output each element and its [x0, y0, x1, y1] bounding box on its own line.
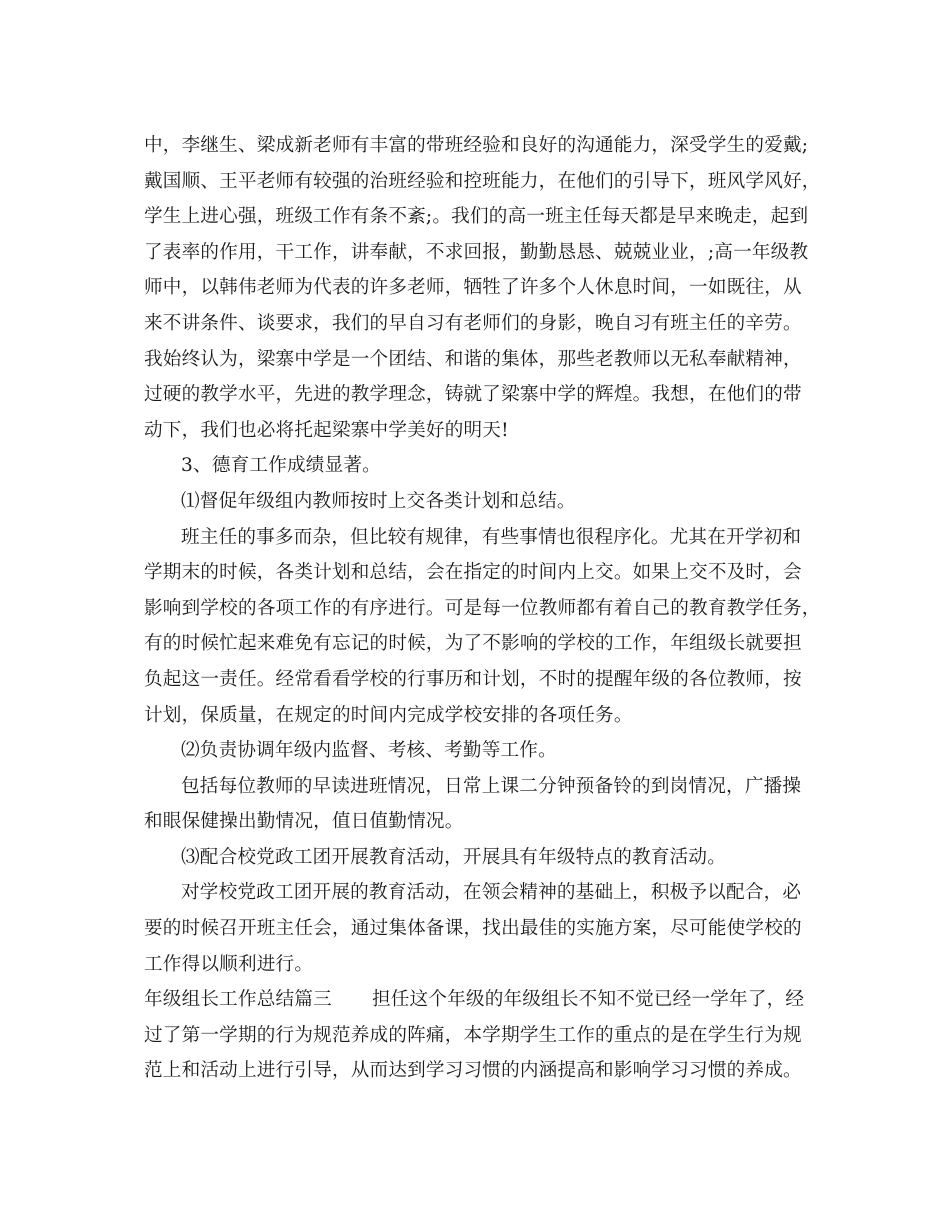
body-line: 我始终认为，梁寨中学是一个团结、和谐的集体，那些老教师以无私奉献精神， — [144, 348, 802, 370]
section-intro: 担任这个年级的年级组长不知不觉已经一学年了，经 — [371, 989, 805, 1011]
body-line: 计划，保质量，在规定的时间内完成学校安排的各项任务。 — [144, 704, 633, 726]
subheading-1: ⑴督促年级组内教师按时上交各类计划和总结。 — [181, 490, 576, 512]
body-line: 包括每位教师的早读进班情况，日常上课二分钟预备铃的到岗情况，广播操 — [181, 775, 802, 797]
body-line: 工作得以顺利进行。 — [144, 953, 314, 975]
body-line: 对学校党政工团开展的教育活动，在领会精神的基础上，积极予以配合，必 — [181, 882, 802, 904]
section-heading-moral-education: 3、德育工作成绩显著。 — [181, 455, 381, 477]
body-line: 师中，以韩伟老师为代表的许多老师，牺牲了许多个人休息时间，一如既往，从 — [144, 277, 802, 299]
body-line: 了表率的作用，干工作，讲奉献，不求回报，勤勤恳恳、兢兢业业，;高一年级教 — [144, 241, 809, 263]
body-line: 戴国顺、王平老师有较强的治班经验和控班能力，在他们的引导下，班风学风好， — [144, 170, 821, 192]
body-line: 影响到学校的各项工作的有序进行。可是每一位教师都有着自己的教育教学任务， — [144, 597, 821, 619]
body-line: 动下，我们也必将托起梁寨中学美好的明天! — [144, 419, 509, 441]
body-line: 班主任的事多而杂，但比较有规律，有些事情也很程序化。尤其在开学初和 — [181, 526, 802, 548]
body-line: 过硬的教学水平，先进的教学理念，铸就了梁寨中学的辉煌。我想，在他们的带 — [144, 384, 802, 406]
body-line: 过了第一学期的行为规范养成的阵痛，本学期学生工作的重点的是在学生行为规 — [144, 1024, 802, 1046]
body-line: 范上和活动上进行引导，从而达到学习习惯的内涵提高和影响学习习惯的养成。 — [144, 1060, 802, 1082]
section-title: 年级组长工作总结篇三 — [144, 989, 332, 1011]
subheading-2: ⑵负责协调年级内监督、考核、考勤等工作。 — [181, 740, 557, 762]
body-line: 要的时候召开班主任会，通过集体备课，找出最佳的实施方案，尽可能使学校的 — [144, 918, 802, 940]
body-line: 和眼保健操出勤情况，值日值勤情况。 — [144, 811, 464, 833]
body-line: 中，李继生、梁成新老师有丰富的带班经验和良好的沟通能力，深受学生的爱戴; — [144, 135, 809, 156]
subheading-3: ⑶配合校党政工团开展教育活动，开展具有年级特点的教育活动。 — [181, 846, 727, 868]
body-line: 来不讲条件、谈要求，我们的早自习有老师们的身影，晚自习有班主任的辛劳。 — [144, 312, 802, 334]
body-line: 学期末的时候，各类计划和总结，会在指定的时间内上交。如果上交不及时，会 — [144, 562, 802, 584]
document-body — [144, 128, 821, 1089]
body-line: 有的时候忙起来难免有忘记的时候，为了不影响的学校的工作，年组级长就要担 — [144, 633, 802, 655]
body-line: 学生上进心强，班级工作有条不紊;。我们的高一班主任每天都是早来晚走，起到 — [144, 206, 809, 228]
section-title-line — [144, 982, 810, 1018]
body-line: 负起这一责任。经常看看学校的行事历和计划，不时的提醒年级的各位教师，按 — [144, 668, 802, 690]
